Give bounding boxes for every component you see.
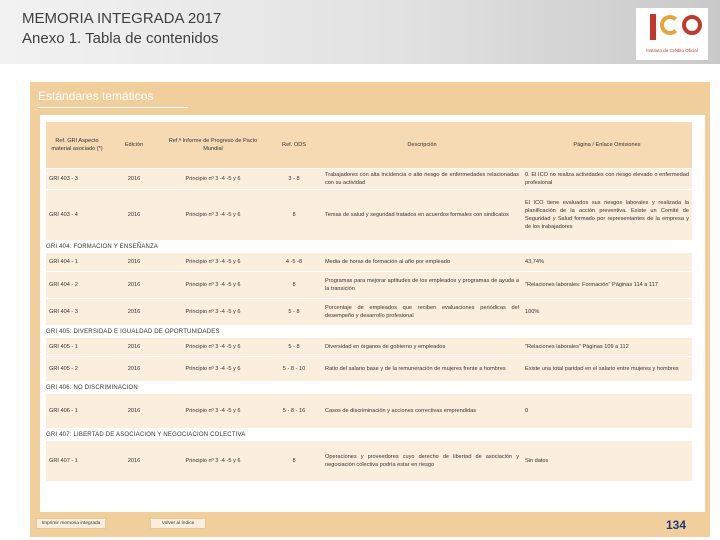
gri-ref-cell: GRI 404 - 3 [46,299,108,326]
edition-cell: 2016 [108,299,160,326]
ods-cell: 5 - 8 - 10 [266,357,322,382]
ico-logo [636,8,708,60]
table-body [46,122,692,482]
global-compact-cell: Principio nº 3 -4 -5 y 6 [160,441,266,482]
logo-caption: Instituto de Crédito Oficial [646,48,698,53]
page-header [0,0,720,64]
logo-i-mark [650,14,656,40]
table-row [46,190,692,241]
ods-cell: 5 - 8 [266,338,322,357]
ods-cell: 5 - 8 - 16 [266,394,322,429]
page-link-cell: 0. El ICO no realiza actividades con riesgo elevado o enfermedad profesional [522,169,692,190]
section-row [46,429,692,441]
column-header: Ref.ª Informe de Progreso de Pacto Mundial [160,122,266,169]
global-compact-cell: Principio nº 3 -4 -5 y 6 [160,190,266,241]
table-row [46,357,692,382]
global-compact-cell: Principio nº 3 -4 -5 y 6 [160,272,266,299]
page-link-cell: "Relaciones laborales" Páginas 109 a 112 [522,338,692,357]
edition-cell: 2016 [108,272,160,299]
global-compact-cell: Principio nº 3 -4 -5 y 6 [160,357,266,382]
page-link-cell: 100% [522,299,692,326]
table-header-row [46,122,692,169]
document-subtitle: Anexo 1. Tabla de contenidos [22,30,219,47]
description-cell: Ratio del salario base y de la remuneración de mujeres frente a hombres [322,357,522,382]
description-cell: Media de horas de formación al año por empleado [322,253,522,272]
page-link-cell: 0 [522,394,692,429]
page-link-cell: 43,74% [522,253,692,272]
description-cell: Temas de salud y seguridad tratados en acuerdos formales con sindicatos [322,190,522,241]
section-row [46,382,692,394]
document-title: MEMORIA INTEGRADA 2017 [22,10,222,27]
table-row [46,272,692,299]
description-cell: Trabajadores con alta incidencia o alto riesgo de enfermedades relacionadas con su actividad [322,169,522,190]
ods-cell: 3 - 8 [266,169,322,190]
ods-cell: 8 [266,190,322,241]
table-row [46,394,692,429]
table-row [46,299,692,326]
back-to-index-button[interactable]: Volver al índice [150,518,206,529]
gri-ref-cell: GRI 406 - 1 [46,394,108,429]
gri-ref-cell: GRI 405 - 1 [46,338,108,357]
table-row [46,253,692,272]
column-header: Ref. GRI Aspecto material asociado (*) [46,122,108,169]
description-cell: Operaciones y proveedores cuyo derecho de libertad de asociación y negociación colectiva podría estar en riesgo [322,441,522,482]
column-header: Ref. ODS [266,122,322,169]
section-title-underline [38,107,188,108]
global-compact-cell: Principio nº 3 -4 -5 y 6 [160,253,266,272]
section-label: GRI 405: DIVERSIDAD E IGUALDAD DE OPORTUNIDADES [46,326,692,338]
edition-cell: 2016 [108,338,160,357]
section-title: Estándares temáticos [38,89,154,103]
description-cell: Diversidad en órganos de gobierno y empleados [322,338,522,357]
global-compact-cell: Principio nº 3 -4 -5 y 6 [160,338,266,357]
ods-cell: 5 - 8 [266,299,322,326]
table-row [46,169,692,190]
logo-o-mark [682,15,702,35]
page-link-cell: Sin datos [522,441,692,482]
edition-cell: 2016 [108,394,160,429]
gri-ref-cell: GRI 403 - 3 [46,169,108,190]
description-cell: Casos de discriminación y acciones correctivas emprendidas [322,394,522,429]
edition-cell: 2016 [108,253,160,272]
edition-cell: 2016 [108,190,160,241]
section-row [46,241,692,253]
global-compact-cell: Principio nº 3 -4 -5 y 6 [160,394,266,429]
ods-cell: 8 [266,441,322,482]
column-header: Descripción [322,122,522,169]
gri-ref-cell: GRI 405 - 2 [46,357,108,382]
ods-cell: 8 [266,272,322,299]
print-report-button[interactable]: Imprimir memoria integrada [36,518,106,529]
section-label: GRI 404: FORMACION Y ENSEÑANZA [46,241,692,253]
logo-c-mark [660,15,680,35]
page-link-cell: "Relaciones laborales: Formación" Páginas 114 a 117 [522,272,692,299]
section-row [46,326,692,338]
gri-ref-cell: GRI 407 - 1 [46,441,108,482]
table-row [46,441,692,482]
edition-cell: 2016 [108,441,160,482]
page-number: 134 [666,518,687,532]
section-label: GRI 407: LIBERTAD DE ASOCIACION Y NEGOCIACION COLECTIVA [46,429,692,441]
gri-ref-cell: GRI 403 - 4 [46,190,108,241]
description-cell: Porcentaje de empleados que reciben evaluaciones periódicas del desempeño y desarrollo profesional [322,299,522,326]
gri-ref-cell: GRI 404 - 2 [46,272,108,299]
gri-ref-cell: GRI 404 - 1 [46,253,108,272]
edition-cell: 2016 [108,357,160,382]
edition-cell: 2016 [108,169,160,190]
page-link-cell: Existe una total paridad en el salario entre mujeres y hombres [522,357,692,382]
ods-cell: 4 -5 -8 [266,253,322,272]
column-header: Edición [108,122,160,169]
contents-table [46,122,692,482]
global-compact-cell: Principio nº 3 -4 -5 y 6 [160,169,266,190]
description-cell: Programas para mejorar aptitudes de los empleados y programas de ayuda a la transición [322,272,522,299]
table-row [46,338,692,357]
column-header: Página / Enlace Omisiones [522,122,692,169]
section-label: GRI 406: NO DISCRIMINACION [46,382,692,394]
global-compact-cell: Principio nº 3 -4 -5 y 6 [160,299,266,326]
page-link-cell: El ICO tiene evaluados sus riesgos laborales y realizada la planificación de la acción preventiva. Existe un Comité de Seguridad y Salud formado por representantes de la empresa y de los trabajadores [522,190,692,241]
